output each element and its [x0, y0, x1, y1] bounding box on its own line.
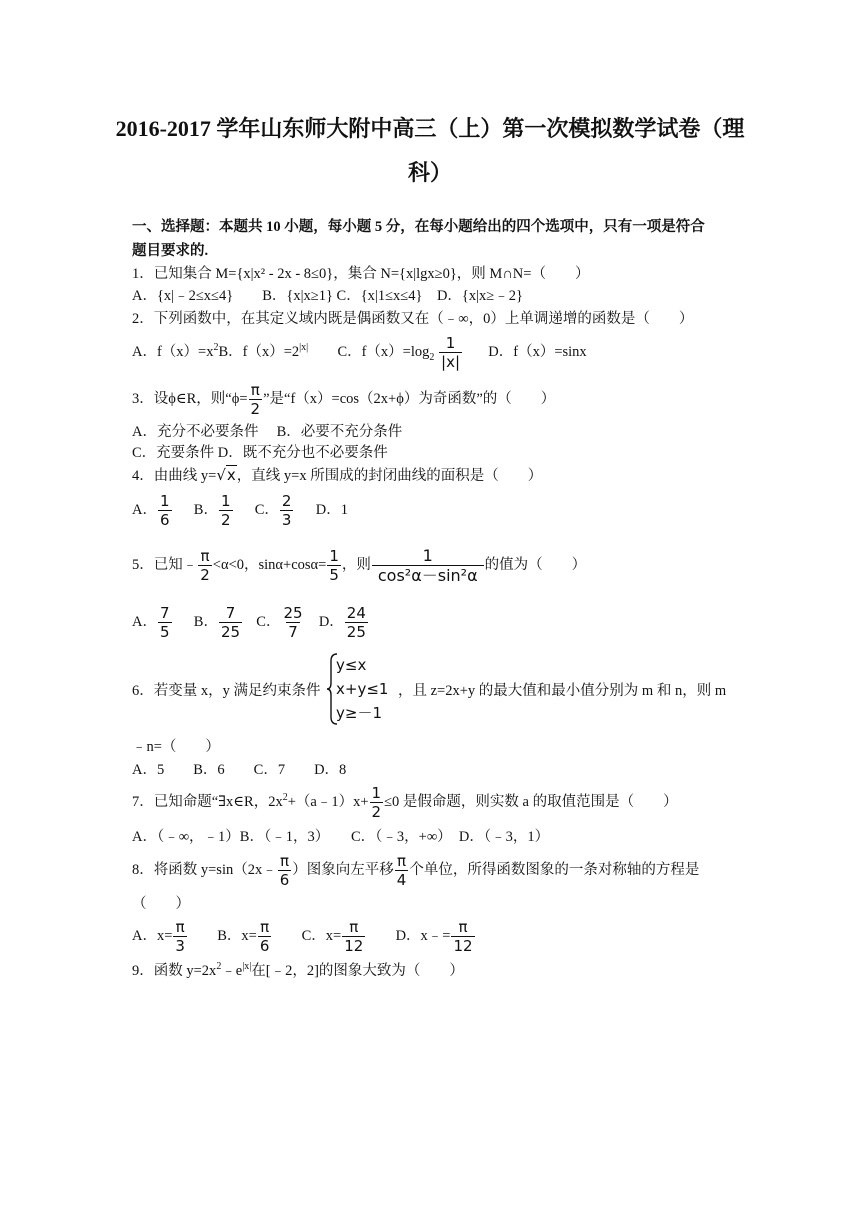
q2-stem: 2．下列函数中，在其定义域内既是偶函数又在（﹣∞，0）上单调递增的函数是（ ）	[132, 311, 694, 327]
q6-stem-pre: 6．若变量 x，y 满足约束条件	[132, 683, 321, 699]
q6-options: A．5 B．6 C．7 D．8	[132, 762, 347, 778]
q9-stem: 9．函数 $y=2x^2﹣e^{|x|}$在[﹣2，2]的图象大致为（ ）	[132, 961, 464, 979]
q4-options: A． $\frac{1}{6}$ B． $\frac{1}{2}$ C． $\frac{2}{3}$ D．1	[132, 492, 348, 530]
q5-fraction-3: $\frac{1}{\text{cos²α－sin²α}}$	[372, 546, 484, 585]
q8-fraction-2: $\frac{\pi}{4}$	[396, 852, 407, 890]
q5-opt-b-fraction: $\frac{7}{25}$	[220, 604, 241, 642]
q8-fraction-1: $\frac{\pi}{6}$	[279, 852, 290, 890]
sqrt-icon: √x	[216, 466, 236, 484]
q2-options	[132, 334, 587, 371]
q3-fraction: $\frac{\pi}{2}$	[250, 381, 261, 419]
q1-stem: 1．已知集合 M={x|x² - 2x - 8≤0}，集合 N={x|lgx≥0}，则 M∩N=（ ）	[132, 266, 590, 282]
q7-options: A．（﹣∞，﹣1）B．（﹣1，3） C．（﹣3，+∞） D．（﹣3，1）	[132, 829, 550, 845]
q4-stem: 4．由曲线 y=√x，直线 y=x 所围成的封闭曲线的面积是（ ）	[132, 466, 543, 484]
q7-fraction: $\frac{1}{2}$	[371, 784, 382, 822]
q2-opt-c: C．f（x）=log	[337, 344, 430, 360]
q8-opt-b-fraction: $\frac{\pi}{6}$	[259, 918, 270, 956]
q4-opt-b-fraction: $\frac{1}{2}$	[220, 492, 231, 530]
q5-fraction-1: $\frac{\pi}{2}$	[200, 547, 210, 585]
q2-opt-a-exp: 2	[213, 342, 219, 353]
q2-opt-a: A．f（x）=x	[132, 344, 214, 360]
page-title-line2: 科）	[407, 160, 452, 185]
q8-opt-c-fraction: $\frac{\pi}{12}$	[344, 918, 364, 956]
q3-stem: 3．设ϕ∈R，则“ϕ= $\frac{\pi}{2}$ ”是“f（x）=cos（2x+ϕ）为奇函数”的（ ）	[132, 381, 556, 419]
q8-opt-d-fraction: $\frac{\pi}{12}$	[453, 918, 473, 956]
q5-options: A． $\frac{7}{5}$ B． $\frac{7}{25}$ C． $\frac{25}{7}$ D． $\frac{24}{25}$	[132, 604, 366, 642]
q2-opt-c-fraction: $\frac{1}{|x|}$	[441, 334, 461, 372]
q4-opt-c-fraction: $\frac{2}{3}$	[281, 492, 292, 530]
q5-stem: 5．已知﹣ $\frac{\pi}{2}$ <α<0，sinα+cosα= $\frac{1}{5}$ ，则 $\frac{1}{\text{cos²α－sin²α}}$ 的值为（ ）	[132, 546, 587, 586]
section-heading-line2: 题目要求的.	[132, 243, 209, 259]
q8-opt-a-fraction: $\frac{\pi}{3}$	[175, 918, 185, 956]
q5-fraction-2: $\frac{1}{5}$	[329, 547, 339, 585]
q2-opt-b: B．f（x）=2	[218, 344, 300, 360]
q3-options-line1: A．充分不必要条件 B．必要不充分条件	[132, 424, 403, 440]
q6-constraint-1: y≤x	[336, 656, 367, 674]
q6-stem-post: ，且 z=2x+y 的最大值和最小值分别为 m 和 n，则 m	[398, 683, 727, 699]
q2-opt-c-sub: 2	[429, 352, 435, 363]
q5-opt-d-fraction: $\frac{24}{25}$	[346, 604, 366, 642]
q6-stem-line2: ﹣n=（ ）	[132, 739, 220, 755]
q8-options: A．x= $\frac{\pi}{3}$ B．x= $\frac{\pi}{6}$ C．x= $\frac{\pi}{12}$ D．x﹣= $\frac{\pi}{12}$	[132, 918, 473, 956]
q2-opt-d: D．f（x）=sinx	[488, 344, 587, 360]
q5-opt-c-fraction: $\frac{25}{7}$	[283, 604, 303, 642]
q6-constraint-system	[336, 653, 388, 725]
q8-stem: 8．将函数 y=sin（2x﹣ $\frac{\pi}{6}$ ）图象向左平移 $\frac{\pi}{4}$ 个单位，所得函数图象的一条对称轴的方程是	[132, 852, 700, 890]
q6-constraint-2: x+y≤1	[336, 680, 389, 698]
q2-opt-b-exp: |x|	[299, 342, 309, 353]
q6-constraint-3: y≥－1	[336, 704, 382, 722]
q7-stem: 7．已知命题“∃x∈R，$2x^2+(a﹣1)x+$ $\frac{1}{2}$ ≤0 是假命题，则实数 a 的取值范围是（ ）	[132, 784, 678, 822]
page-title-line1: 2016-2017 学年山东师大附中高三（上）第一次模拟数学试卷（理	[115, 116, 745, 141]
q4-opt-a-fraction: $\frac{1}{6}$	[159, 492, 170, 530]
section-heading-line1: 一、选择题：本题共 10 小题，每小题 5 分，在每小题给出的四个选项中，只有一项是符合	[132, 219, 705, 235]
q5-opt-a-fraction: $\frac{7}{5}$	[159, 604, 170, 642]
q3-options-line2: C．充要条件 D．既不充分也不必要条件	[132, 445, 388, 461]
q1-options: A．{x|﹣2≤x≤4} B．{x|x≥1} C．{x|1≤x≤4} D．{x|x≥﹣2}	[132, 288, 523, 304]
q8-stem-line2: （ ）	[132, 896, 190, 912]
